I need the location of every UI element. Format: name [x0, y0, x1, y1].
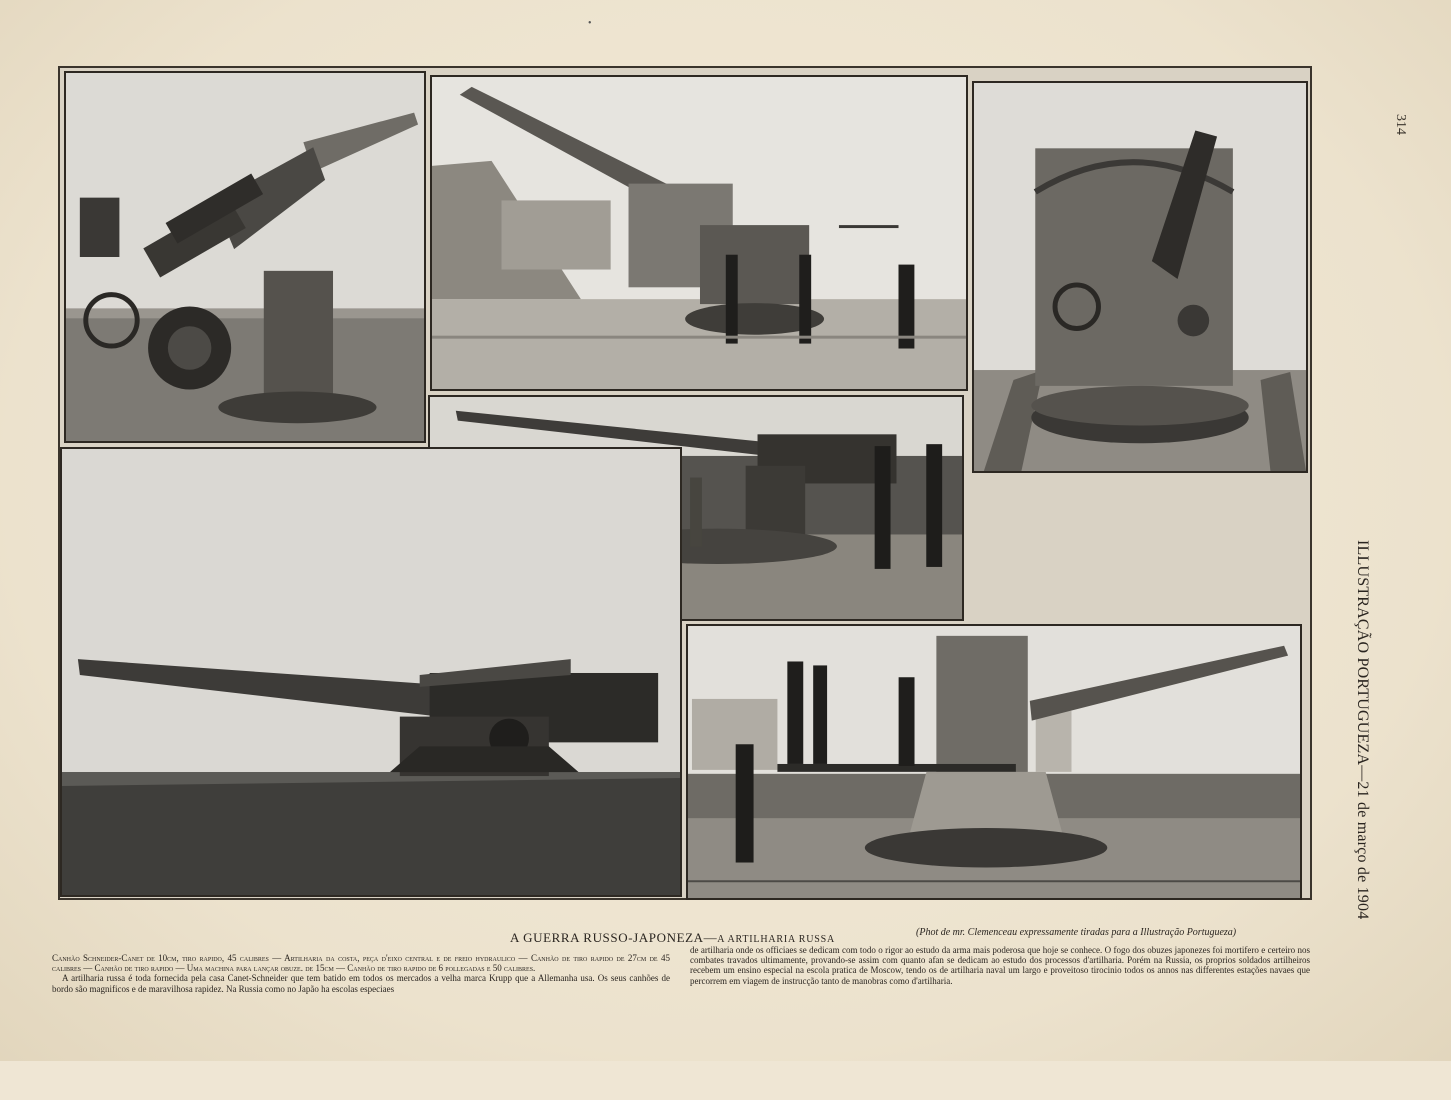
photo-long-gun-carriage	[60, 447, 682, 897]
text-column-right	[690, 945, 1310, 986]
photo-caption: Canhão Schneider-Canet de 10cm, tiro rapido, 45 calibres — Artilharia da costa, peça d'eixo central e de freio hydraulico — Canhão de tiro rapido de 27cm de 45 calibres — Canhão de tiro rapido — Uma machina para lançar obuze. de 15cm — Canhão de tiro rapido de 6 pollegadas e 50 calibres.	[52, 953, 670, 974]
text-column-left	[52, 953, 670, 994]
illustration-naval-gun	[688, 626, 1300, 898]
illustration-coastal-gun	[432, 77, 966, 389]
photo-coastal-artillery	[430, 75, 968, 391]
article-heading	[510, 930, 910, 946]
photo-27cm-gun	[972, 81, 1308, 473]
illustration-shielded-gun	[974, 83, 1306, 471]
photo-6inch-gun	[686, 624, 1302, 900]
illustration-long-gun	[62, 449, 680, 895]
photo-credit: (Phot de mr. Clemenceau expressamente tiradas para a Illustração Portugueza)	[916, 927, 1237, 938]
decor-dot: •	[588, 18, 592, 29]
body-paragraph-left: A artilharia russa é toda fornecida pela casa Canet-Schneider que tem batido em todos os mercados a velha marca Krupp que a Allemanha usa. Os seus canhões de bordo são magnificos e de maravilhosa rapidez. Na Russia como no Japão ha escolas especiaes	[52, 973, 670, 994]
running-title: ILLUSTRAÇÃO PORTUGUEZA—21 de março de 1904	[1354, 540, 1371, 920]
heading-sub: A ARTILHARIA RUSSA	[717, 934, 835, 945]
body-paragraph-right: de artilharia onde os officiaes se dedicam com todo o rigor ao estudo da arma mais poderosa que hoje se conhece. O fogo dos obuzes japonezes foi mortifero e certeiro nos combates travados ultimamente, provando-se assim com quanto afan se dedicam ao estudo dos processos d'artilharia. Porém na Russia, os proprios soldados artilheiros recebem um ensino especial na escola pratica de Moscow, tendo os de artilharia naval um largo e proveitoso tirocinio todos os annos nas differentes estações navaes que percorrem em viagem de instrucção tanto de manobras como d'artilharia.	[690, 945, 1310, 986]
photo-schneider-canet-gun	[64, 71, 426, 443]
heading-main: A GUERRA RUSSO-JAPONEZA—	[510, 930, 718, 945]
page-number: 314	[1393, 114, 1408, 135]
illustration-gun-on-pedestal	[66, 73, 424, 441]
